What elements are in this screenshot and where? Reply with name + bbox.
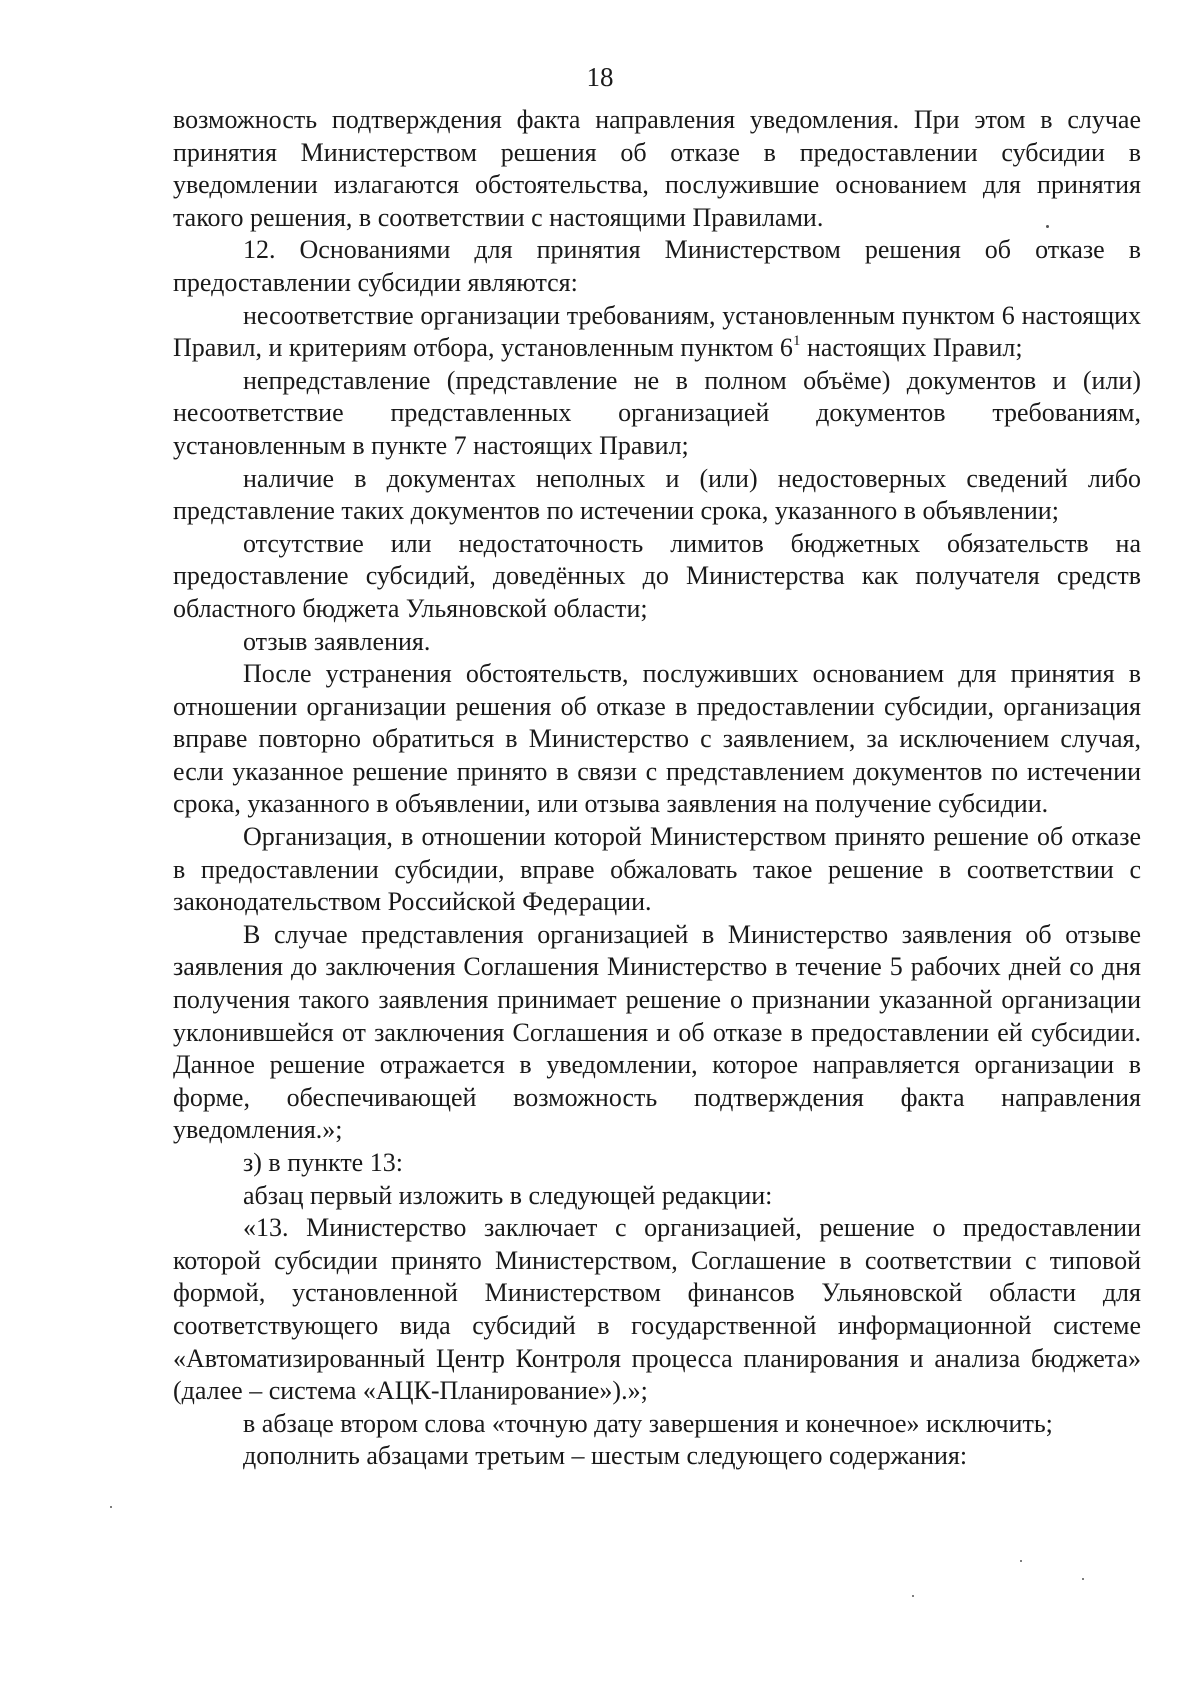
paragraph: в абзаце втором слова «точную дату завершения и конечное» исключить; [243,1408,1053,1438]
paragraph: з) в пункте 13: [243,1148,403,1177]
paragraph: 12. Основаниями для принятия Министерством решения об отказе в предоставлении субсидии являются: [173,235,1141,297]
paragraph: отзыв заявления. [243,626,431,656]
scan-speck [1046,225,1049,228]
superscript: 1 [792,333,801,350]
paragraph: дополнить абзацами третьим – шестым следующего содержания: [243,1441,968,1471]
paragraph: Организация, в отношении которой Министерством принято решение об отказе в предоставлении субсидии, вправе обжаловать такое решение в соответствии с законодательством Российской Федерации. [173,822,1141,917]
scan-speck [912,1595,914,1597]
paragraph-text: несоответствие организации требованиям, установленным пунктом 6 настоящих Правил, и критериям отбора, установленным пунктом 6 [173,300,1141,363]
paragraph: В случае представления организацией в Министерство заявления об отзыве заявления до заключения Соглашения Министерство в течение 5 рабочих дней со дня получения такого заявления принимает решение о признании указанной организации уклонившейся от заключения Соглашения и об отказе в предоставлении ей субсидии. Данное решение отражается в уведомлении, которое направляется организации в форме, обеспечивающей возможность подтверждения факта направления уведомления.»; [173,919,1141,1145]
paragraph: абзац первый изложить в следующей редакции: [243,1180,773,1210]
paragraph: возможность подтверждения факта направления уведомления. При этом в случае принятия Министерством решения об отказе в предоставлении субсидии в уведомлении излагаются обстоятельства, послужившие основанием для принятия такого решения, в соответствии с настоящими Правилами. [173,105,1141,232]
scan-speck [1082,1578,1084,1580]
paragraph [173,300,1141,365]
paragraph: После устранения обстоятельств, послуживших основанием для принятия в отношении организации решения об отказе в предоставлении субсидии, организация вправе повторно обратиться в Министерство с заявлением, за исключением случая, если указанное решение принято в связи с представлением документов по истечении срока, указанного в объявлении, или отзыва заявления на получение субсидии. [173,659,1141,819]
paragraph-text: настоящих Правил; [800,333,1023,363]
document-body [173,104,1141,1473]
paragraph: «13. Министерство заключает с организацией, решение о предоставлении которой субсидии принято Министерством, Соглашение в соответствии с типовой формой, установленной Министерством финансов Ульяновской области для соответствующего вида субсидий в государственной информационной системе «Автоматизированный Центр Контроля процесса планирования и анализа бюджета» (далее – система «АЦК-Планирование»).»; [173,1213,1141,1406]
paragraph: наличие в документах неполных и (или) недостоверных сведений либо представление таких документов по истечении срока, указанного в объявлении; [173,463,1141,526]
scan-speck [110,1506,112,1508]
scan-speck [1020,1560,1022,1562]
paragraph: непредставление (представление не в полном объёме) документов и (или) несоответствие представленных организацией документов требованиям, установленным в пункте 7 настоящих Правил; [173,365,1141,460]
paragraph: отсутствие или недостаточность лимитов бюджетных обязательств на предоставление субсидий, доведённых до Министерства как получателя средств областного бюджета Ульяновской области; [173,528,1141,623]
page-number: 18 [586,62,614,92]
